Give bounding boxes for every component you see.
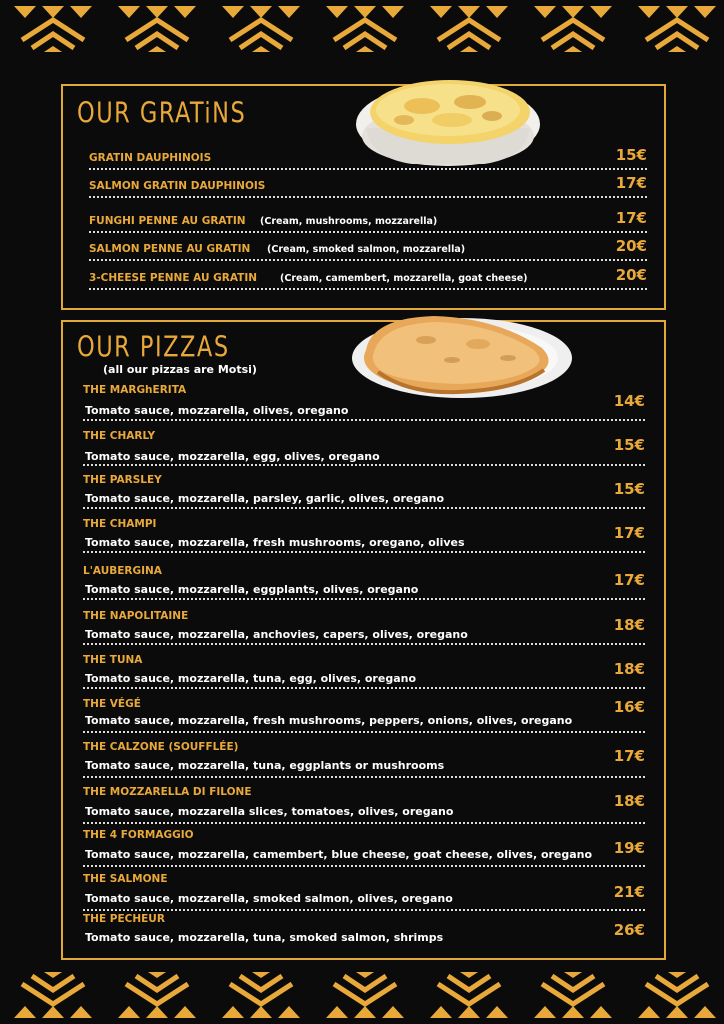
item-name: THE 4 FORMAGGIO xyxy=(83,829,194,841)
item-price: 15€ xyxy=(613,436,645,454)
item-description: Tomato sauce, mozzarella, tuna, smoked salmon, shrimps xyxy=(85,931,444,944)
item-name: 3-CHEESE PENNE AU GRATIN xyxy=(89,272,258,284)
menu-item xyxy=(83,474,645,514)
item-description: Tomato sauce, mozzarella, fresh mushrooms, oregano, olives xyxy=(85,536,465,549)
menu-item xyxy=(83,518,645,558)
dotted-divider xyxy=(83,598,645,600)
dotted-divider xyxy=(83,909,645,911)
dotted-divider xyxy=(89,196,647,198)
menu-item xyxy=(83,698,645,738)
dotted-divider xyxy=(83,419,645,421)
tribal-pattern-top xyxy=(0,0,724,56)
menu-item xyxy=(83,873,645,913)
item-name: GRATIN DAUPHINOIS xyxy=(89,152,212,164)
tribal-pattern-bottom xyxy=(0,966,724,1024)
dotted-divider xyxy=(83,643,645,645)
menu-item xyxy=(83,913,645,953)
item-price: 20€ xyxy=(615,237,647,255)
menu-item xyxy=(89,237,647,261)
menu-item xyxy=(89,174,647,198)
item-description: Tomato sauce, mozzarella, eggplants, olives, oregano xyxy=(85,583,419,596)
item-description: (Cream, camembert, mozzarella, goat cheese) xyxy=(280,273,528,284)
item-name: THE MOZZARELLA DI FILONE xyxy=(83,786,252,798)
item-price: 17€ xyxy=(615,174,647,192)
dotted-divider xyxy=(83,822,645,824)
item-description: Tomato sauce, mozzarella, smoked salmon, olives, oregano xyxy=(85,892,453,905)
dotted-divider xyxy=(83,865,645,867)
item-name: L'AUBERGINA xyxy=(83,565,162,577)
item-name: THE VÉGÉ xyxy=(83,698,141,710)
item-price: 18€ xyxy=(613,660,645,678)
item-name: THE CALZONE (SOUFFLÉE) xyxy=(83,741,239,753)
dotted-divider xyxy=(83,551,645,553)
item-description: Tomato sauce, mozzarella, tuna, egg, olives, oregano xyxy=(85,672,417,685)
item-description: Tomato sauce, mozzarella, egg, olives, oregano xyxy=(85,450,380,463)
item-name: SALMON GRATIN DAUPHINOIS xyxy=(89,180,266,192)
menu-item xyxy=(89,209,647,233)
menu-item xyxy=(83,654,645,694)
item-description: Tomato sauce, mozzarella, parsley, garlic, olives, oregano xyxy=(85,492,445,505)
item-price: 15€ xyxy=(615,146,647,164)
menu-item xyxy=(89,266,647,290)
item-name: THE PECHEUR xyxy=(83,913,165,925)
menu-item xyxy=(83,829,645,869)
item-name: SALMON PENNE AU GRATIN xyxy=(89,243,251,255)
dotted-divider xyxy=(89,231,647,233)
item-price: 26€ xyxy=(613,921,645,939)
menu-item xyxy=(83,786,645,826)
dotted-divider xyxy=(89,259,647,261)
item-price: 17€ xyxy=(613,524,645,542)
item-price: 17€ xyxy=(613,571,645,589)
item-description: Tomato sauce, mozzarella, olives, oregano xyxy=(85,404,349,417)
item-price: 18€ xyxy=(613,792,645,810)
pizzas-section xyxy=(61,320,666,960)
dotted-divider xyxy=(83,507,645,509)
menu-item xyxy=(83,565,645,605)
dotted-divider xyxy=(83,687,645,689)
dotted-divider xyxy=(89,288,647,290)
item-name: THE CHAMPI xyxy=(83,518,157,530)
item-price: 19€ xyxy=(613,839,645,857)
dotted-divider xyxy=(83,731,645,733)
item-name: THE PARSLEY xyxy=(83,474,162,486)
item-price: 15€ xyxy=(613,480,645,498)
gratins-title: OUR GRATiNS xyxy=(77,96,247,130)
dotted-divider xyxy=(89,168,647,170)
gratin-dish-image xyxy=(352,66,544,168)
pizzas-title: OUR PIZZAS xyxy=(77,330,230,364)
item-name: THE SALMONE xyxy=(83,873,168,885)
item-name: THE TUNA xyxy=(83,654,143,666)
item-description: Tomato sauce, mozzarella, anchovies, capers, olives, oregano xyxy=(85,628,468,641)
item-name: THE NAPOLITAINE xyxy=(83,610,189,622)
item-name: THE MARGhERITA xyxy=(83,384,187,396)
item-price: 17€ xyxy=(615,209,647,227)
item-price: 14€ xyxy=(613,392,645,410)
item-description: Tomato sauce, mozzarella slices, tomatoes, olives, oregano xyxy=(85,805,454,818)
item-name: THE CHARLY xyxy=(83,430,156,442)
menu-item xyxy=(83,430,645,470)
item-price: 16€ xyxy=(613,698,645,716)
item-description: (Cream, smoked salmon, mozzarella) xyxy=(267,244,466,255)
item-price: 17€ xyxy=(613,747,645,765)
menu-item xyxy=(83,741,645,781)
item-price: 21€ xyxy=(613,883,645,901)
item-price: 20€ xyxy=(615,266,647,284)
item-description: Tomato sauce, mozzarella, fresh mushrooms, peppers, onions, olives, oregano xyxy=(85,714,573,727)
menu-item xyxy=(83,610,645,650)
item-description: Tomato sauce, mozzarella, camembert, blue cheese, goat cheese, olives, oregano xyxy=(85,848,593,861)
dotted-divider xyxy=(83,464,645,466)
item-name: FUNGHI PENNE AU GRATIN xyxy=(89,215,246,227)
dotted-divider xyxy=(83,776,645,778)
item-price: 18€ xyxy=(613,616,645,634)
item-description: Tomato sauce, mozzarella, tuna, eggplants or mushrooms xyxy=(85,759,445,772)
pizzas-note: (all our pizzas are Motsi) xyxy=(103,363,257,376)
calzone-plate-image xyxy=(348,310,576,402)
item-description: (Cream, mushrooms, mozzarella) xyxy=(260,216,438,227)
